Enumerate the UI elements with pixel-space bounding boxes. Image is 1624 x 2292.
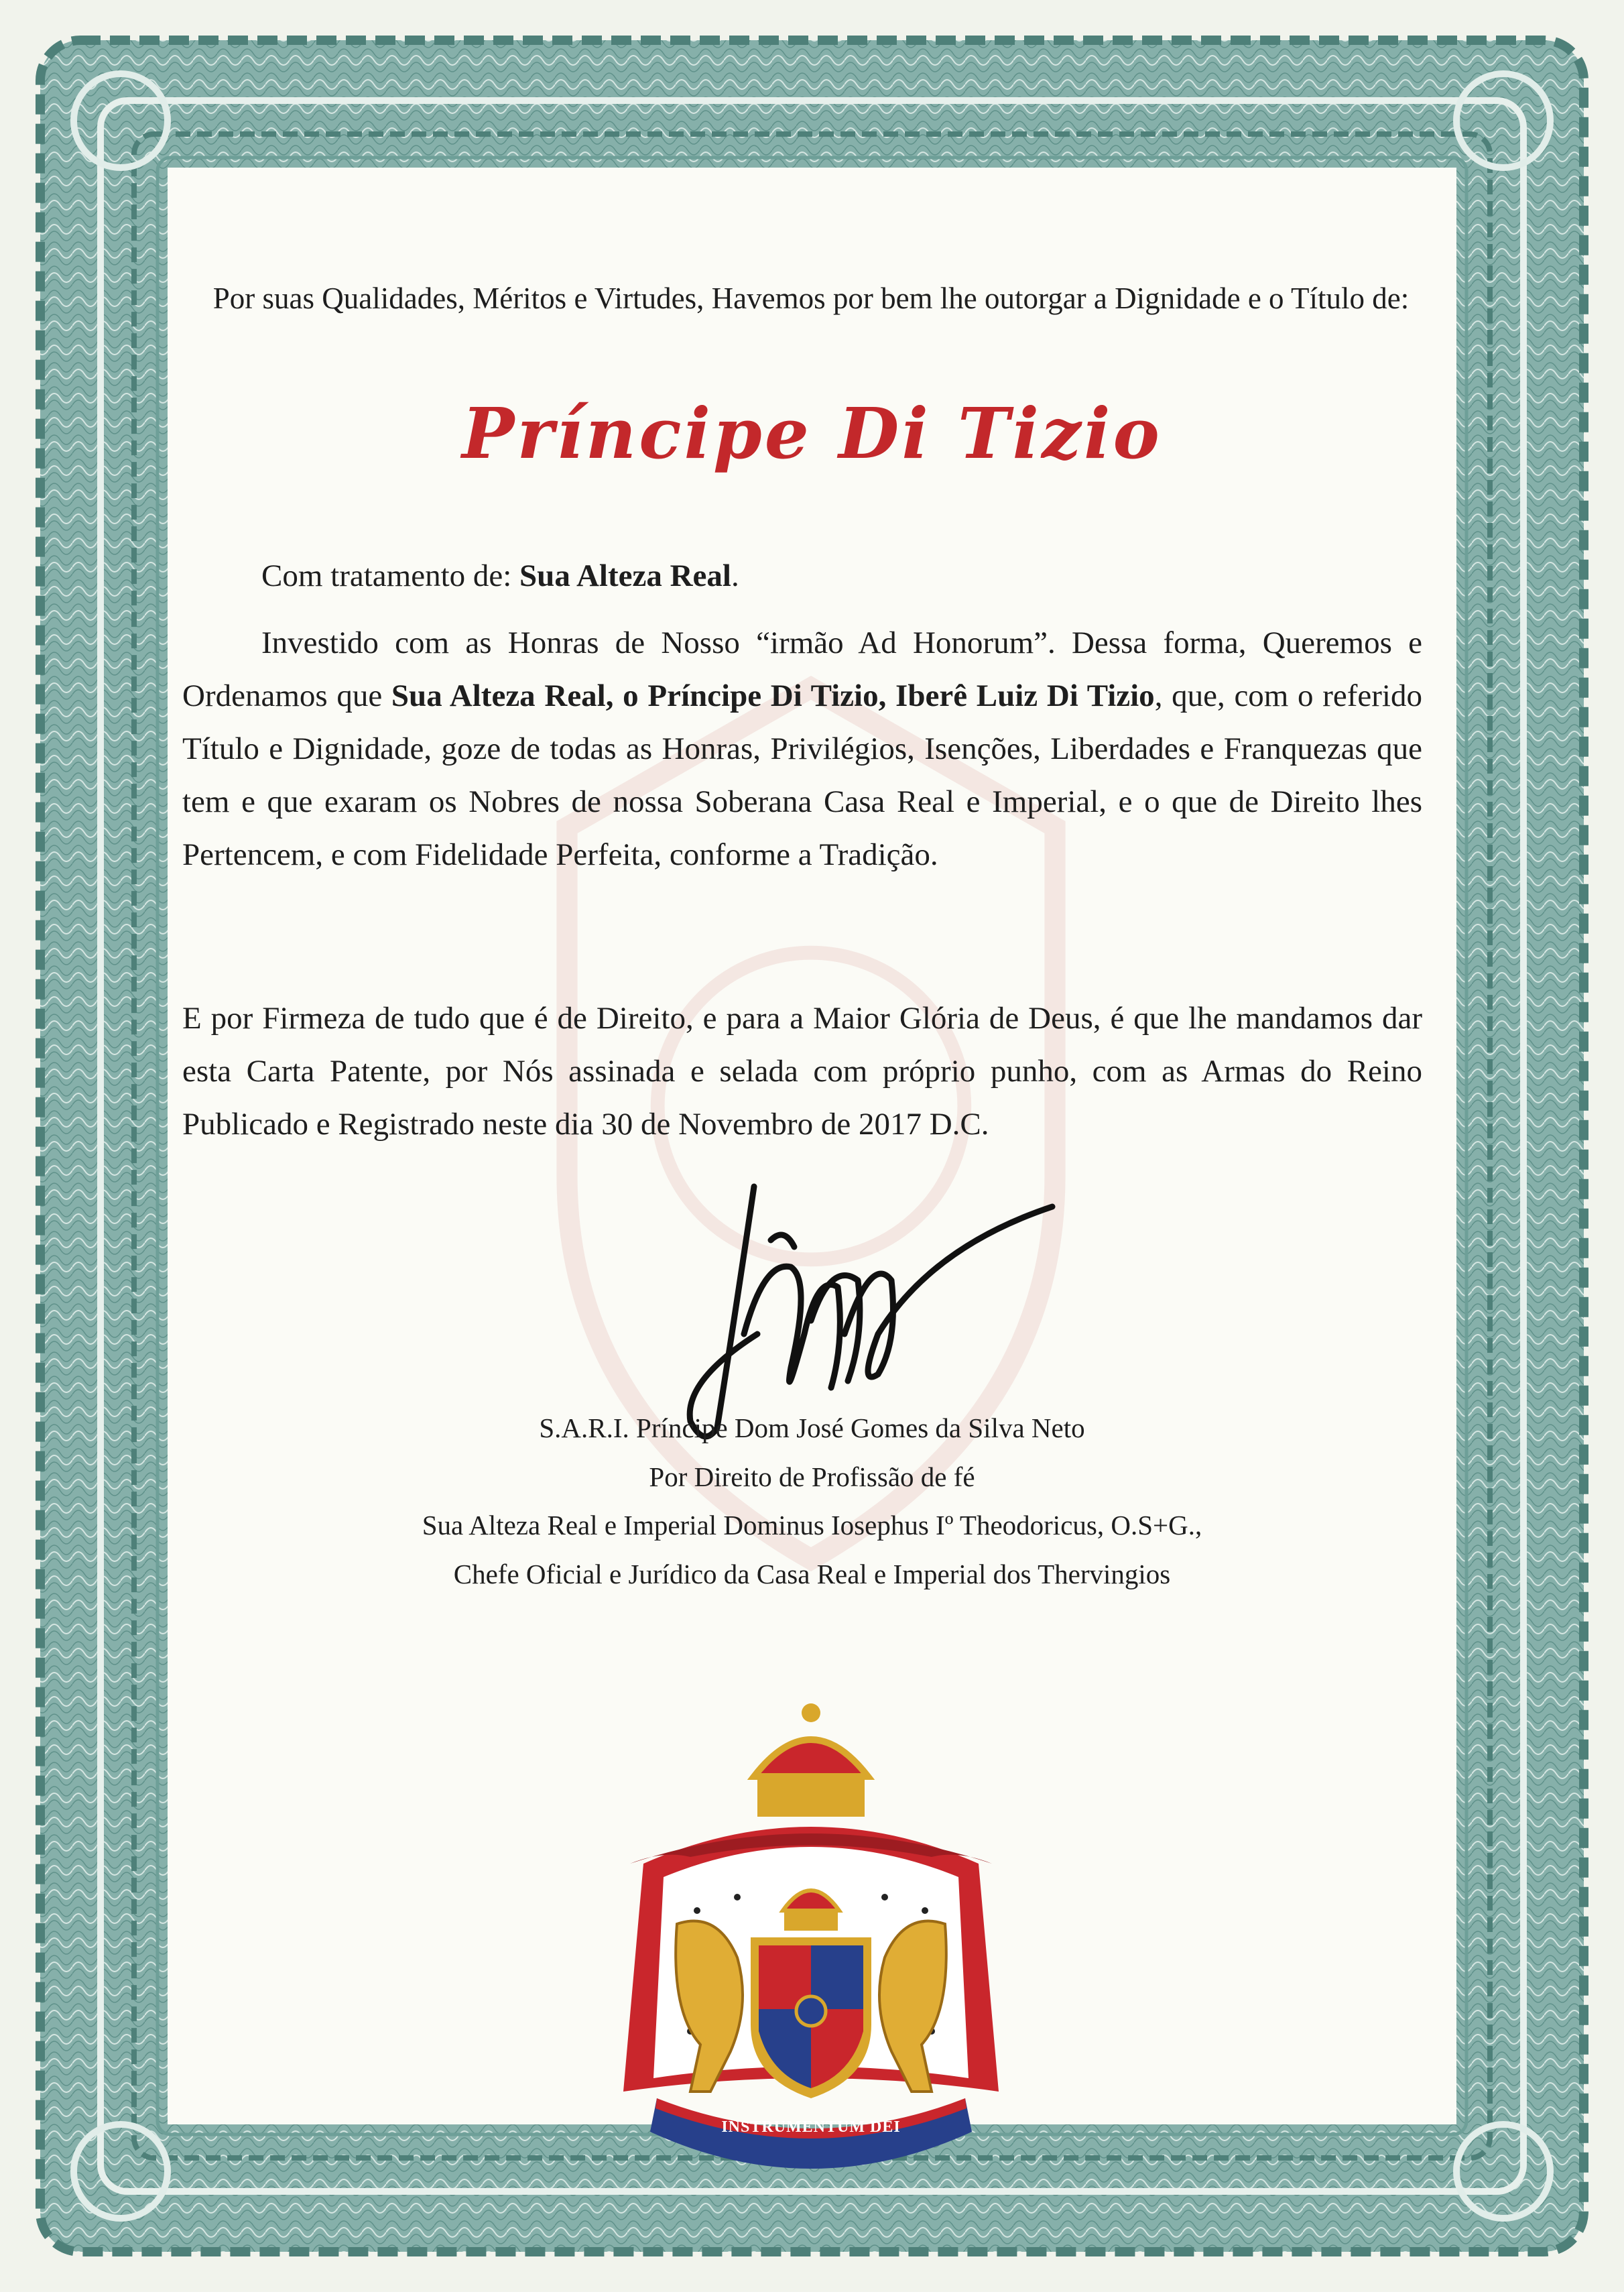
intro-line: Por suas Qualidades, Méritos e Virtudes, Havemos por bem lhe outorgar a Dignidade e o Título de:	[212, 282, 1410, 315]
treatment-line	[261, 550, 1468, 603]
page-title: Príncipe Di Tizio	[462, 392, 1162, 475]
coat-motto: INSTRUMENTUM DEI	[721, 2118, 901, 2136]
paragraph-decree: E por Firmeza de tudo que é de Direito, e para a Maior Glória de Deus, é que lhe mandamos dar esta Carta Patente, por Nós assinada e selada com próprio punho, com as Armas do Reino Publicado e Registrado neste dia 30 de Novembro de 2017 D.C.	[182, 1001, 1422, 1142]
signatory-name: S.A.R.I. Príncipe Dom José Gomes da Silva Neto	[539, 1412, 1085, 1443]
treatment-suffix: .	[731, 558, 739, 593]
paragraph-investiture-text-b: , que, com o referido Título e Dignidade, goze de todas as Honras, Privilégios, Isenções, Liberdades e Franquezas que tem e que exaram os Nobres de nossa Soberana Casa Real e Imperial, e o que de Direito lhes Pertencem, e com Fidelidade Perfeita, conforme a Tradição.	[182, 678, 1422, 872]
honoree-name: Sua Alteza Real, o Príncipe Di Tizio, Iberê Luiz Di Tizio	[391, 678, 1155, 713]
paragraph-investiture	[182, 617, 1422, 882]
signatory-basis: Por Direito de Profissão de fé	[649, 1461, 975, 1492]
signatory-office: Chefe Oficial e Jurídico da Casa Real e Imperial dos Thervingios	[453, 1559, 1171, 1589]
paragraph-investiture-text-a: Investido com as Honras de Nosso “irmão Ad Honorum”. Dessa forma, Queremos e Ordenamos que	[182, 625, 1422, 713]
treatment-value: Sua Alteza Real	[519, 558, 731, 593]
coat-of-arms	[583, 1689, 1039, 2172]
treatment-prefix: Com tratamento de:	[261, 558, 520, 593]
signatory-title: Sua Alteza Real e Imperial Dominus Iosephus Iº Theodoricus, O.S+G.,	[422, 1510, 1202, 1541]
